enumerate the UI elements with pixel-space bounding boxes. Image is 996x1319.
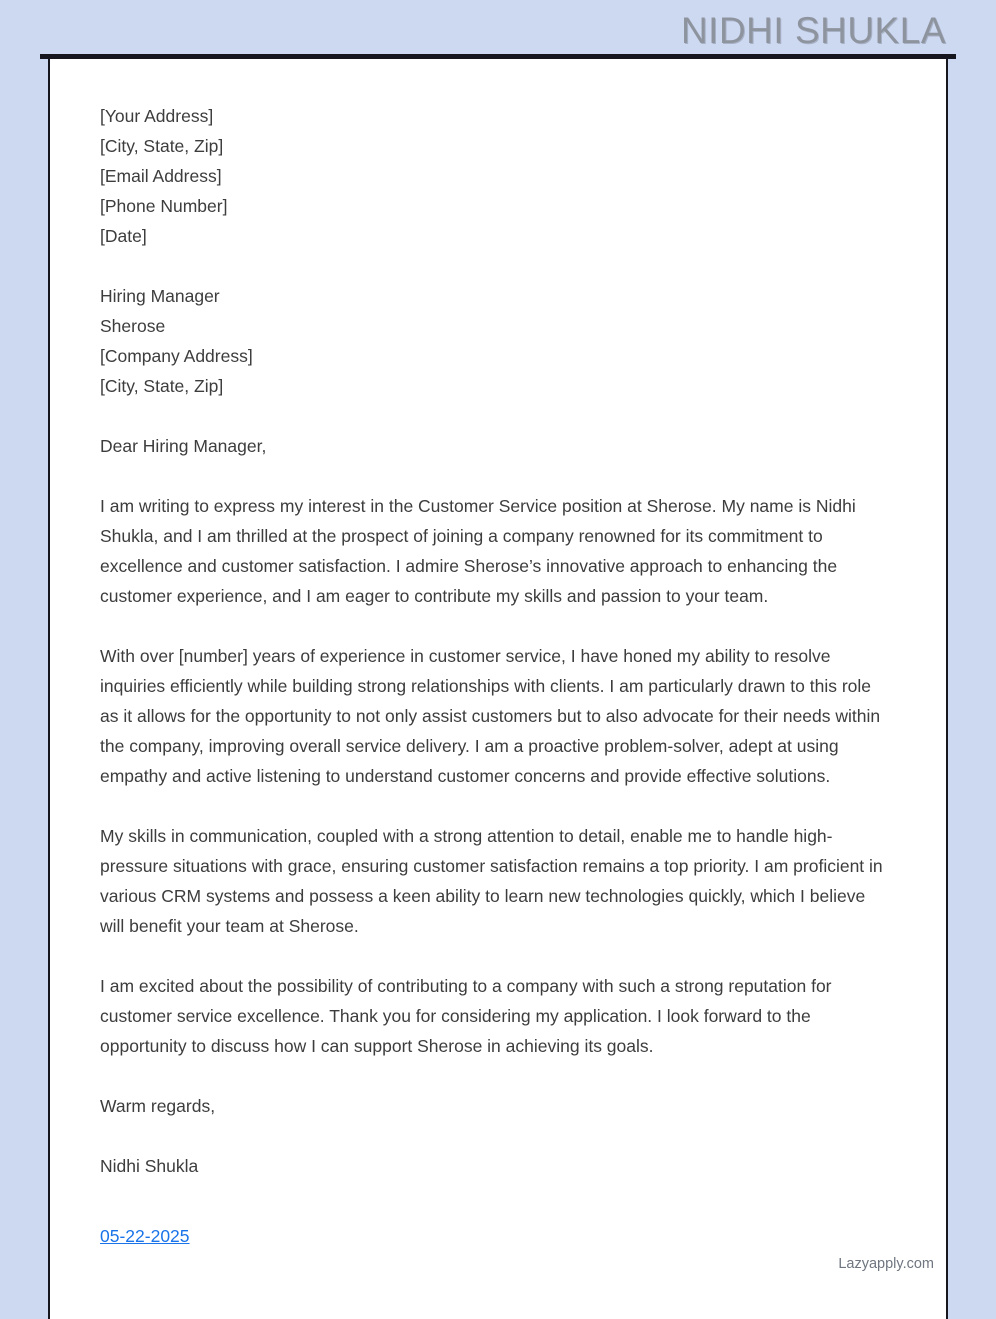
cover-letter-page bbox=[48, 59, 948, 1319]
recipient-address-block bbox=[100, 281, 890, 401]
recipient-line: Hiring Manager bbox=[100, 286, 220, 306]
body-paragraph-4: I am excited about the possibility of contributing to a company with such a strong reputation for customer service excellence. Thank you for considering my application. I look forward to the opportunity to discuss how I can support Sherose in achieving its goals. bbox=[100, 976, 832, 1056]
recipient-line: Sherose bbox=[100, 316, 166, 336]
date-link[interactable]: 05-22-2025 bbox=[100, 1226, 190, 1246]
sender-line: [City, State, Zip] bbox=[100, 136, 224, 156]
body-paragraph-1: I am writing to express my interest in the Customer Service position at Sherose. My name is Nidhi Shukla, and I am thrilled at the prospect of joining a company renowned for its commitment to excellence and customer satisfaction. I admire Sherose’s innovative approach to enhancing the customer experience, and I am eager to contribute my skills and passion to your team. bbox=[100, 496, 856, 606]
sender-line: [Phone Number] bbox=[100, 196, 228, 216]
closing-line: Warm regards, bbox=[100, 1096, 216, 1116]
lazyapply-watermark: Lazyapply.com bbox=[838, 1256, 934, 1272]
sender-line: [Email Address] bbox=[100, 166, 222, 186]
salutation: Dear Hiring Manager, bbox=[100, 436, 267, 456]
header-name: NIDHI SHUKLA bbox=[680, 10, 946, 51]
sender-line: [Date] bbox=[100, 226, 147, 246]
signature-name: Nidhi Shukla bbox=[100, 1156, 199, 1176]
sender-address-block bbox=[100, 101, 890, 251]
body-paragraph-3: My skills in communication, coupled with a strong attention to detail, enable me to handle high-pressure situations with grace, ensuring customer satisfaction remains a top priority. I am proficient in various CRM systems and possess a keen ability to learn new technologies quickly, which I believe will benefit your team at Sherose. bbox=[100, 826, 883, 936]
recipient-line: [Company Address] bbox=[100, 346, 253, 366]
recipient-line: [City, State, Zip] bbox=[100, 376, 224, 396]
sender-line: [Your Address] bbox=[100, 106, 214, 126]
body-paragraph-2: With over [number] years of experience in customer service, I have honed my ability to resolve inquiries efficiently while building strong relationships with clients. I am particularly drawn to this role as it allows for the opportunity to not only assist customers but to also advocate for their needs within the company, improving overall service delivery. I am a proactive problem-solver, adept at using empathy and active listening to understand customer concerns and provide effective solutions. bbox=[100, 646, 881, 786]
